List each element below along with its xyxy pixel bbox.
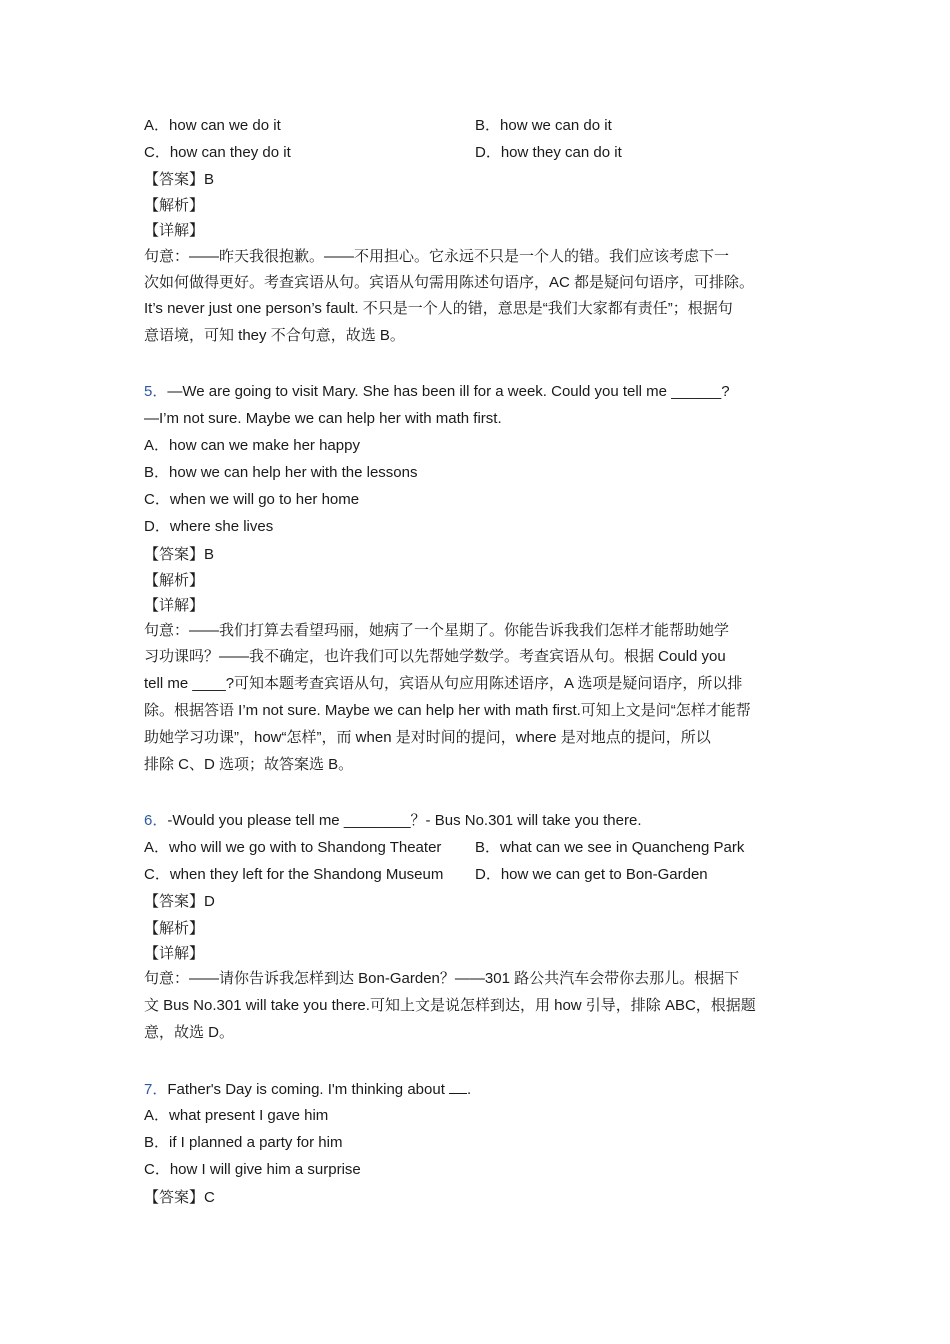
q6-stem: 6．-Would you please tell me ________？- Bus No.301 will take you there. (144, 812, 642, 829)
q6-option-b: B．what can we see in Quancheng Park (475, 839, 745, 856)
q4-option-d: D．how they can do it (475, 144, 622, 161)
q4-analysis-heading: 【解析】 (144, 197, 205, 214)
q6-explanation-line: 文 Bus No.301 will take you there.可知上文是说怎样到达，用 how 引导，排除 ABC，根据题 (144, 997, 756, 1014)
q5-option-a: A．how can we make her happy (144, 437, 360, 454)
q4-option-a: A．how can we do it (144, 117, 281, 134)
q5-answer: 【答案】B (144, 546, 215, 563)
q5-explanation-line: 句意：——我们打算去看望玛丽，她病了一个星期了。你能告诉我我们怎样才能帮助她学 (144, 622, 730, 639)
q5-option-d: D．where she lives (144, 518, 274, 535)
q6-option-d: D．how we can get to Bon-Garden (475, 866, 708, 883)
q5-explanation-line: 除。根据答语 I’m not sure. Maybe we can help her with math first.可知上文是问“怎样才能帮 (144, 702, 751, 719)
q4-explanation-line: 句意：——昨天我很抱歉。——不用担心。它永远不只是一个人的错。我们应该考虑下一 (144, 248, 730, 265)
q6-explanation-line: 句意：——请你告诉我怎样到达 Bon-Garden？——301 路公共汽车会带你去那儿。根据下 (144, 970, 740, 987)
q5-number: 5． (144, 383, 168, 400)
q6-option-c: C．when they left for the Shandong Museum (144, 866, 444, 883)
q6-answer: 【答案】D (144, 893, 215, 910)
q7-answer: 【答案】C (144, 1189, 215, 1206)
q5-stem-reply: —I’m not sure. Maybe we can help her with math first. (144, 410, 502, 427)
q5-option-c: C．when we will go to her home (144, 491, 360, 508)
q6-number: 6． (144, 812, 168, 829)
q4-detail-heading: 【详解】 (144, 222, 205, 239)
q4-option-b: B．how we can do it (475, 117, 612, 134)
q4-explanation-line: 次如何做得更好。考查宾语从句。宾语从句需用陈述句语序，AC 都是疑问句语序，可排除。 (144, 274, 755, 291)
q5-option-b: B．how we can help her with the lessons (144, 464, 418, 481)
q6-analysis-heading: 【解析】 (144, 920, 205, 937)
q7-option-b: B．if I planned a party for him (144, 1134, 343, 1151)
q7-option-a: A．what present I gave him (144, 1107, 329, 1124)
q5-explanation-line: 习功课吗？——我不确定，也许我们可以先帮她学数学。考查宾语从句。根据 Could you (144, 648, 726, 665)
q5-stem: 5．—We are going to visit Mary. She has been ill for a week. Could you tell me ______? (144, 383, 730, 400)
q5-detail-heading: 【详解】 (144, 597, 205, 614)
q7-option-c: C．how I will give him a surprise (144, 1161, 361, 1178)
q5-explanation-line: 助她学习功课”，how“怎样”，而 when 是对时间的提问，where 是对地点的提问，所以 (144, 729, 711, 746)
q7-stem: 7．Father's Day is coming. I'm thinking about . (144, 1081, 472, 1098)
q5-analysis-heading: 【解析】 (144, 572, 205, 589)
q6-explanation-line: 意，故选 D。 (144, 1024, 235, 1041)
q7-number: 7． (144, 1081, 168, 1098)
q5-explanation-line: tell me ____?可知本题考查宾语从句，宾语从句应用陈述语序，A 选项是疑问语序，所以排 (144, 675, 743, 692)
q4-explanation-line: 意语境，可知 they 不合句意，故选 B。 (144, 327, 405, 344)
q4-answer: 【答案】B (144, 171, 215, 188)
q5-explanation-line: 排除 C、D 选项；故答案选 B。 (144, 756, 354, 773)
q6-option-a: A．who will we go with to Shandong Theater (144, 839, 442, 856)
q4-explanation-line: It’s never just one person’s fault. 不只是一个人的错，意思是“我们大家都有责任”；根据句 (144, 300, 733, 317)
answer-blank (449, 1079, 467, 1094)
q4-option-c: C．how can they do it (144, 144, 291, 161)
q6-detail-heading: 【详解】 (144, 945, 205, 962)
